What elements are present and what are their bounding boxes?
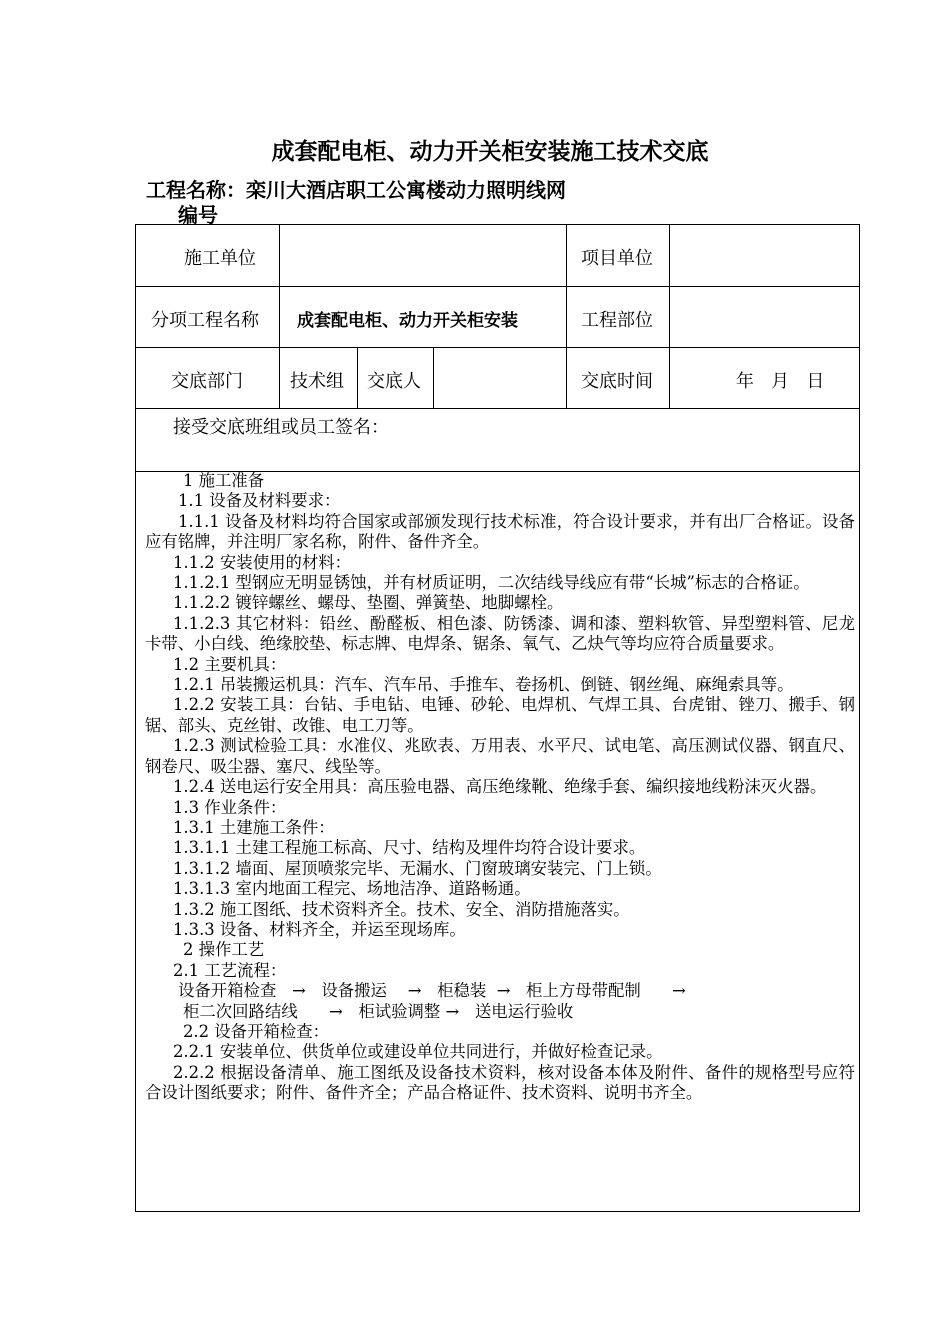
project-part-label: 工程部位 bbox=[581, 310, 653, 331]
dept-label: 交底部门 bbox=[171, 371, 243, 392]
body-content bbox=[145, 471, 855, 1104]
project-unit-label: 项目单位 bbox=[581, 248, 653, 269]
subsection-heading: 2.1 工艺流程： bbox=[173, 960, 287, 980]
paragraph: 1.1.2.2 镀锌螺丝、螺母、垫圈、弹簧垫、地脚螺栓。 bbox=[173, 593, 564, 613]
project-name: 工程名称：栾川大酒店职工公寓楼动力照明线网 bbox=[146, 178, 566, 202]
time-value-cell bbox=[669, 347, 860, 409]
project-unit-label-cell bbox=[566, 224, 670, 287]
paragraph: 1.3.1.1 土建工程施工标高、尺寸、结构及埋件均符合设计要求。 bbox=[173, 838, 646, 858]
subsection-heading: 1.1 设备及材料要求： bbox=[178, 491, 341, 511]
time-label-cell bbox=[566, 347, 670, 409]
paragraph: 1.1.2 安装使用的材料： bbox=[173, 552, 352, 572]
subsection-heading: 1.2 主要机具： bbox=[173, 654, 287, 674]
dept-label-cell bbox=[135, 347, 280, 409]
subsection-heading: 2.2 设备开箱检查： bbox=[183, 1021, 330, 1041]
paragraph: 1.3.1 土建施工条件： bbox=[173, 817, 335, 837]
time-value: 年 月 日 bbox=[736, 371, 825, 392]
sub-item-label-cell bbox=[135, 286, 280, 348]
project-unit-value-cell bbox=[669, 224, 860, 287]
person-label: 交底人 bbox=[367, 371, 421, 392]
project-part-label-cell bbox=[566, 286, 670, 348]
sub-item-value-cell bbox=[279, 286, 567, 348]
subsection-heading: 1.3 作业条件： bbox=[173, 797, 287, 817]
receiver-signature-cell bbox=[135, 408, 860, 472]
project-part-value-cell bbox=[669, 286, 860, 348]
paragraph: 1.3.1.3 室内地面工程完、场地洁净、道路畅通。 bbox=[173, 879, 531, 899]
section-heading: 2 操作工艺 bbox=[183, 940, 265, 960]
paragraph: 1.2.2 安装工具：台钻、手电钻、电锤、砂轮、电焊机、气焊工具、台虎钳、锉刀、搬手、钢锯、部头、克丝钳、改锥、电工刀等。 bbox=[145, 695, 855, 735]
paragraph: 2.2.2 根据设备清单、施工图纸及设备技术资料，核对设备本体及附件、备件的规格型号应符合设计图纸要求；附件、备件齐全；产品合格证件、技术资料、说明书齐全。 bbox=[145, 1062, 855, 1103]
paragraph: 1.1.2.1 型钢应无明显锈蚀，并有材质证明，二次结线导线应有带“长城”标志的合格证。 bbox=[173, 573, 810, 593]
paragraph: 1.3.1.2 墙面、屋顶喷浆完毕、无漏水、门窗玻璃安装完、门上锁。 bbox=[173, 858, 662, 878]
dept-value-cell bbox=[279, 347, 358, 409]
section-heading: 1 施工准备 bbox=[183, 471, 265, 490]
paragraph: 1.2.4 送电运行安全用具：高压验电器、高压绝缘靴、绝缘手套、编织接地线粉沫灭火器。 bbox=[173, 777, 827, 797]
process-flow-line: 柜二次回路结线 → 柜试验调整 → 送电运行验收 bbox=[183, 1001, 574, 1021]
paragraph: 1.2.1 吊装搬运机具：汽车、汽车吊、手推车、卷扬机、倒链、钢丝绳、麻绳索具等。 bbox=[173, 675, 794, 695]
construction-unit-label-cell bbox=[135, 224, 280, 287]
number-label: 编号 bbox=[178, 203, 218, 227]
sub-item-value: 成套配电柜、动力开关柜安装 bbox=[297, 311, 518, 331]
person-label-cell bbox=[357, 347, 434, 409]
construction-unit-value-cell bbox=[279, 224, 567, 287]
paragraph: 1.3.3 设备、材料齐全，并运至现场库。 bbox=[173, 919, 466, 939]
paragraph: 1.2.3 测试检验工具：水准仪、兆欧表、万用表、水平尺、试电笔、高压测试仪器、钢直尺、钢卷尺、吸尘器、塞尺、线坠等。 bbox=[145, 736, 855, 776]
paragraph: 2.2.1 安装单位、供货单位或建设单位共同进行，并做好检查记录。 bbox=[173, 1042, 663, 1062]
paragraph: 1.3.2 施工图纸、技术资料齐全。技术、安全、消防措施落实。 bbox=[173, 899, 630, 919]
dept-value: 技术组 bbox=[290, 371, 344, 392]
document-title: 成套配电柜、动力开关柜安装施工技术交底 bbox=[271, 139, 709, 165]
sub-item-label: 分项工程名称 bbox=[151, 310, 259, 331]
receiver-label: 接受交底班组或员工签名： bbox=[173, 417, 389, 438]
process-flow-line: 设备开箱检查 → 设备搬运 → 柜稳装 → 柜上方母带配制 → bbox=[178, 981, 686, 1001]
person-value-cell bbox=[433, 347, 567, 409]
paragraph: 1.1.2.3 其它材料：铅丝、酚醛板、相色漆、防锈漆、调和漆、塑料软管、异型塑料管、尼龙卡带、小白线、绝缘胶垫、标志牌、电焊条、锯条、氧气、乙炔气等均应符合质量要求。 bbox=[145, 613, 855, 654]
time-label: 交底时间 bbox=[581, 371, 653, 392]
paragraph: 1.1.1 设备及材料均符合国家或部颁发现行技术标准，符合设计要求，并有出厂合格证。设备应有铭牌，并注明厂家名称，附件、备件齐全。 bbox=[145, 511, 855, 552]
construction-unit-label: 施工单位 bbox=[184, 248, 256, 269]
